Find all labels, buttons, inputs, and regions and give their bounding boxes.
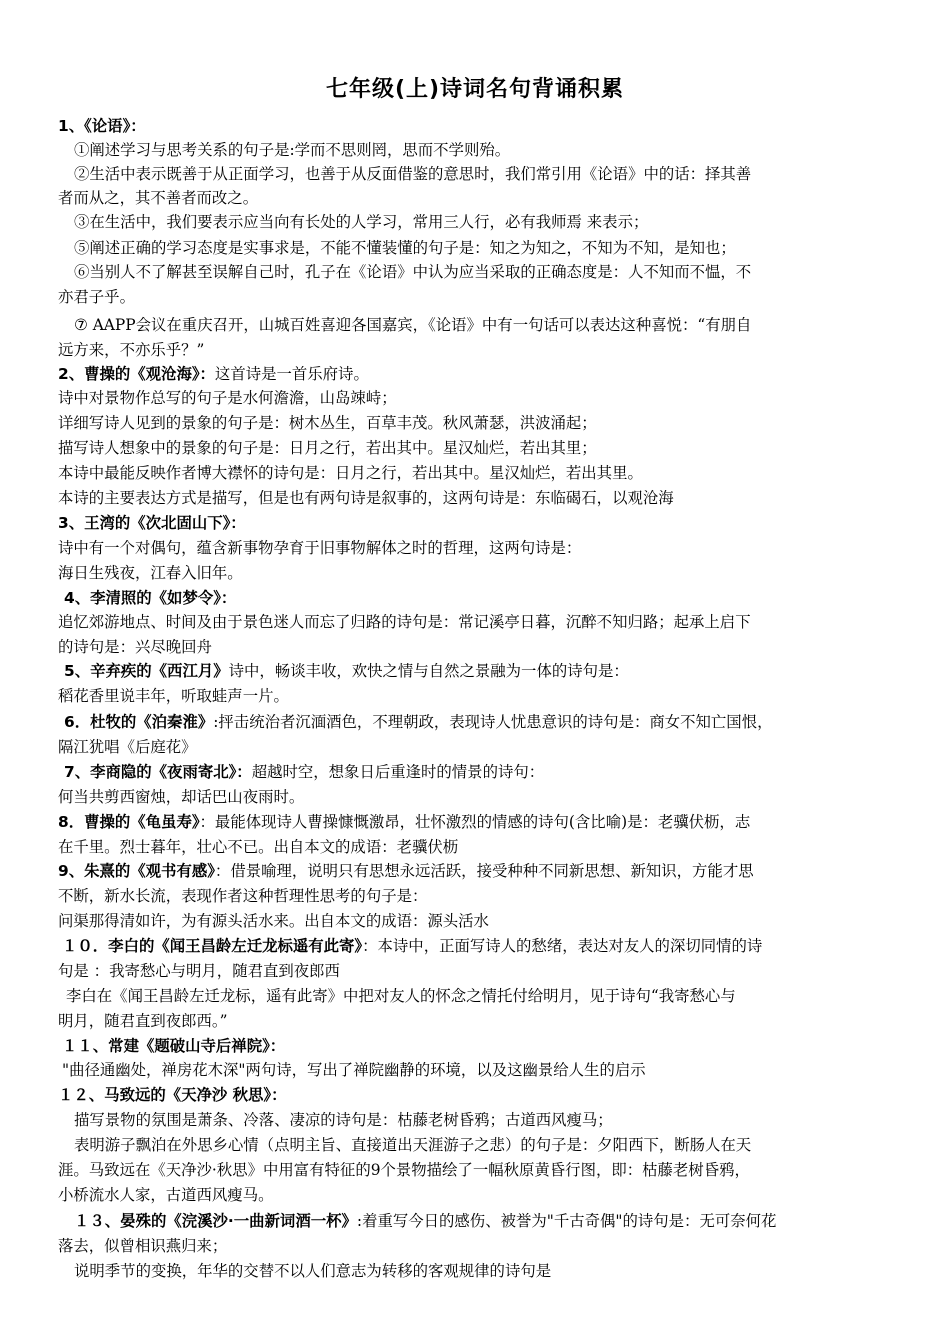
line-text: 何当共剪西窗烛，却话巴山夜雨时。 (58, 788, 305, 806)
text-line (58, 1009, 227, 1033)
line-text: 诗中有一个对偶句，蕴含新事物孕育于旧事物解体之时的哲理，这两句诗是： (58, 539, 582, 557)
text-line (58, 436, 597, 460)
line-text: 追忆郊游地点、时间及由于景色迷人而忘了归路的诗句是：常记溪亭日暮，沉醉不知归路；起承上启下 (58, 613, 751, 631)
section-heading-line (58, 362, 369, 386)
text-line (58, 561, 243, 585)
text-line (58, 536, 581, 560)
section-heading: １２、马致远的《天净沙 秋思》： (58, 1086, 287, 1104)
line-text: :抨击统治者沉湎酒色，不理朝政，表现诗人忧患意识的诗句是：商女不知亡国恨， (213, 713, 773, 731)
line-text: 远方来，不亦乐乎？” (58, 341, 205, 359)
text-line (74, 260, 751, 284)
line-text: 隔江犹唱《后庭花》 (58, 738, 197, 756)
section-heading: 7、李商隐的《夜雨寄北》： (64, 763, 252, 781)
line-text: 的诗句是：兴尽晚回舟 (58, 638, 212, 656)
line-text: 问渠那得清如许，为有源头活水来。出自本文的成语：源头活水 (58, 912, 489, 930)
section-heading: 5、辛弃疾的《西江月》 (64, 662, 229, 680)
text-line (62, 1058, 646, 1082)
section-heading: 6．杜牧的《泊秦淮》 (64, 713, 214, 731)
line-text: 这首诗是一首乐府诗。 (214, 365, 369, 383)
section-heading: １０．李白的《闻王昌龄左迁龙标遥有此寄》 (62, 937, 363, 955)
line-text: ⑥当别人不了解甚至误解自己时，孔子在《论语》中认为应当采取的正确态度是：人不知而不愠，不 (74, 263, 752, 281)
line-text: 亦君子乎。 (58, 288, 135, 306)
line-text: 诗中，畅谈丰收，欢快之情与自然之景融为一体的诗句是： (228, 662, 629, 680)
text-line (74, 1259, 551, 1283)
line-text: ⑤阐述正确的学习态度是实事求是，不能不懂装懂的句子是：知之为知之，不知为不知，是知也； (74, 239, 736, 257)
text-line (58, 186, 258, 210)
text-line (58, 411, 597, 435)
line-text: ：最能体现诗人曹操慷慨激昂，壮怀激烈的情感的诗句(含比喻)是：老骥伏枥，志 (199, 813, 751, 831)
text-line (58, 610, 751, 634)
section-heading: 1、《论语》： (58, 117, 146, 135)
line-text: 描写景物的氛围是萧条、冷落、凄凉的诗句是：枯藤老树昏鸦；古道西风瘦马； (74, 1111, 613, 1129)
line-text: 不断，新水长流，表现作者这种哲理性思考的句子是： (58, 887, 428, 905)
text-line (74, 1108, 613, 1132)
line-text: 李白在《闻王昌龄左迁龙标，遥有此寄》中把对友人的怀念之情托付给明月，见于诗句“我寄愁心与 (66, 987, 736, 1005)
section-heading: 4、李清照的《如梦令》： (64, 589, 237, 607)
text-line (74, 313, 751, 337)
section-heading-line (64, 760, 544, 784)
text-line (74, 210, 648, 234)
line-text: 在千里。烈士暮年，壮心不已。出自本文的成语：老骥伏枥 (58, 838, 459, 856)
text-line (58, 835, 458, 859)
line-text: 超越时空，想象日后重逢时的情景的诗句： (251, 763, 545, 781)
line-text: 本诗的主要表达方式是描写，但是也有两句诗是叙事的，这两句诗是：东临碣石，以观沧海 (58, 489, 674, 507)
text-line (74, 138, 510, 162)
text-line (58, 486, 674, 510)
line-text: 海日生残夜，江春入旧年。 (58, 564, 243, 582)
line-text: ③在生活中，我们要表示应当向有长处的人学习，常用三人行，必有我师焉 来表示； (74, 213, 649, 231)
text-line (58, 909, 489, 933)
text-line (58, 1183, 273, 1207)
line-text: ②生活中表示既善于从正面学习，也善于从反面借鉴的意思时，我们常引用《论语》中的话：择其善 (74, 165, 752, 183)
text-line (58, 1158, 750, 1182)
text-line (74, 1133, 751, 1157)
line-text: :着重写今日的感伤、被誉为"千古奇偶"的诗句是：无可奈何花 (356, 1212, 777, 1230)
text-line (58, 635, 212, 659)
section-heading-line (62, 934, 762, 958)
section-heading-line (64, 586, 236, 610)
section-heading: 8．曹操的《龟虽寿》 (58, 813, 200, 831)
line-text: 详细写诗人见到的景象的句子是：树木丛生，百草丰茂。秋风萧瑟，洪波涌起； (58, 414, 597, 432)
section-heading: 9、朱熹的《观书有感》 (58, 862, 215, 880)
text-line (58, 285, 135, 309)
line-text: 描写诗人想象中的景象的句子是：日月之行，若出其中。星汉灿烂，若出其里； (58, 439, 597, 457)
page-title: 七年级(上)诗词名句背诵积累 (325, 77, 625, 102)
line-text: 表明游子飘泊在外思乡心情（点明主旨、直接道出天涯游子之悲）的句子是：夕阳西下，断肠人在天 (74, 1136, 752, 1154)
line-text: 诗中对景物作总写的句子是水何澹澹，山岛竦峙； (58, 389, 397, 407)
text-line (58, 1234, 227, 1258)
line-text: ：借景喻理，说明只有思想永远活跃，接受种种不同新思想、新知识，方能才思 (214, 862, 754, 880)
line-text: ⑦ AAPP会议在重庆召开，山城百姓喜迎各国嘉宾，《论语》中有一句话可以表达这种喜悦：“有朋自 (74, 316, 752, 334)
line-text: 者而从之，其不善者而改之。 (58, 189, 259, 207)
section-heading: 3、王湾的《次北固山下》： (58, 514, 246, 532)
section-heading: 2、曹操的《观沧海》： (58, 365, 215, 383)
text-line (58, 684, 289, 708)
section-heading-line (58, 859, 754, 883)
line-text: 句是 ：我寄愁心与明月，随君直到夜郎西 (58, 962, 340, 980)
text-line (58, 884, 427, 908)
section-heading: １１、常建《题破山寺后禅院》： (62, 1037, 286, 1055)
text-line (74, 236, 736, 260)
text-line (66, 984, 736, 1008)
section-heading-line (58, 511, 246, 535)
line-text: ①阐述学习与思考关系的句子是:学而不思则罔，思而不学则殆。 (74, 141, 511, 159)
line-text: 落去，似曾相识燕归来； (58, 1237, 228, 1255)
section-heading: １３、晏殊的《浣溪沙·一曲新词酒一杯》 (74, 1212, 357, 1230)
text-line (58, 338, 204, 362)
text-line (58, 386, 397, 410)
section-heading-line (64, 710, 772, 734)
line-text: 涯。马致远在《天净沙·秋思》中用富有特征的9个景物描绘了一幅秋原黄昏行图，即：枯藤老树昏鸦， (58, 1161, 750, 1179)
line-text: 稻花香里说丰年，听取蛙声一片。 (58, 687, 289, 705)
text-line (58, 735, 197, 759)
section-heading-line (74, 1209, 776, 1233)
line-text: ：本诗中，正面写诗人的愁绪，表达对友人的深切同情的诗 (362, 937, 763, 955)
text-line (74, 162, 751, 186)
section-heading-line (58, 810, 750, 834)
text-line (58, 461, 643, 485)
section-heading-line (58, 1083, 287, 1107)
section-heading-line (58, 114, 146, 138)
section-heading-line (64, 659, 629, 683)
section-heading-line (62, 1034, 285, 1058)
line-text: "曲径通幽处，禅房花木深"两句诗，写出了禅院幽静的环境，以及这幽景给人生的启示 (62, 1061, 646, 1079)
line-text: 本诗中最能反映作者博大襟怀的诗句是：日月之行，若出其中。星汉灿烂，若出其里。 (58, 464, 643, 482)
text-line (58, 959, 340, 983)
line-text: 明月，随君直到夜郎西。” (58, 1012, 228, 1030)
line-text: 说明季节的变换，年华的交替不以人们意志为转移的客观规律的诗句是 (74, 1262, 552, 1280)
line-text: 小桥流水人家，古道西风瘦马。 (58, 1186, 274, 1204)
text-line (58, 785, 304, 809)
